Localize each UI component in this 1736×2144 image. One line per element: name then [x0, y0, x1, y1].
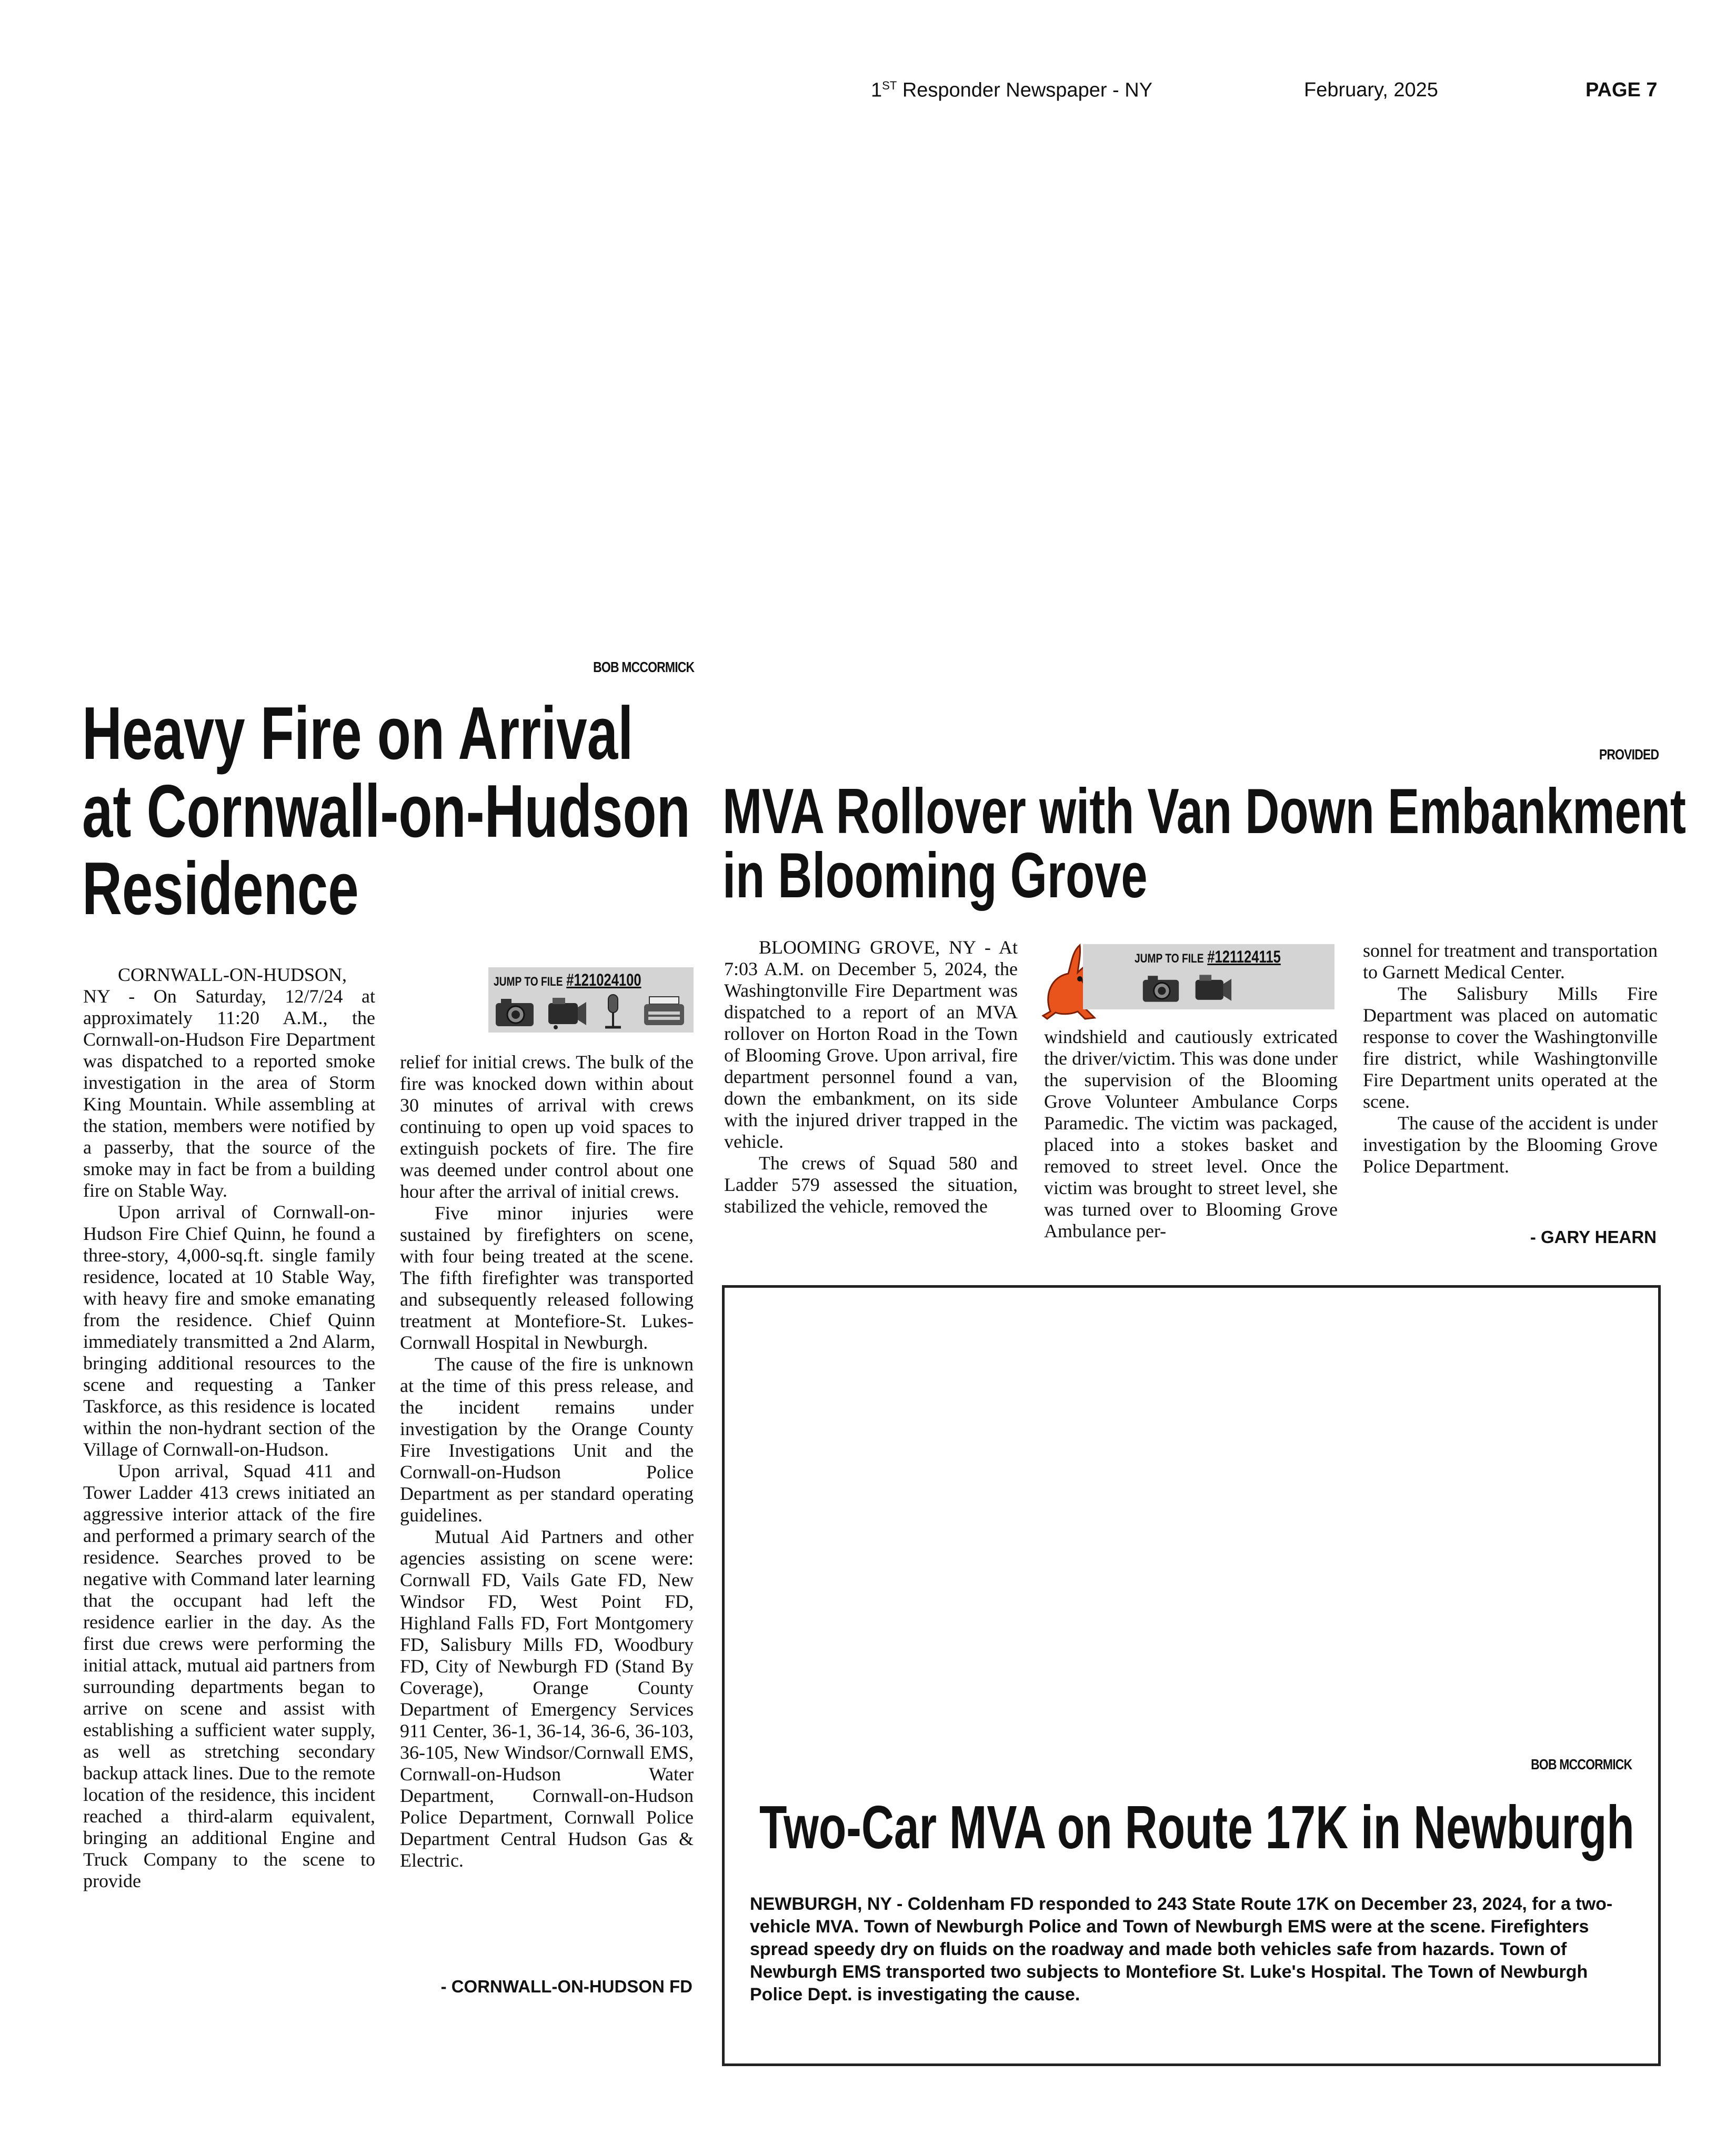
- photo-credit: PROVIDED: [1599, 746, 1659, 763]
- page-number: PAGE 7: [1586, 79, 1658, 101]
- microphone-icon: [600, 994, 626, 1030]
- article-signature: - CORNWALL-ON-HUDSON FD: [440, 1977, 693, 1996]
- article-column: BLOOMING GROVE, NY - At 7:03 A.M. on December 5, 2024, the Washingtonville Fire Department was dispatched to a report of an MVA rollover on Horton Road in the Town of Blooming Grove. Upon arrival, fire department personnel found a van, down the embankment, on its side with the injured driver trapped in the vehicle. The crews of Squad 580 and Ladder 579 assessed the situation, stabilized the vehicle, removed the: [724, 937, 1018, 1217]
- story-headline: Two-Car MVA on Route 17K in Newburgh: [759, 1793, 1634, 1861]
- video-camera-icon: [545, 995, 587, 1029]
- camera-icon: [494, 996, 536, 1028]
- photo-credit: BOB MCCORMICK: [593, 659, 694, 675]
- newspaper-name: 1ST Responder Newspaper - NY: [871, 79, 1153, 102]
- video-camera-icon: [1192, 971, 1232, 1005]
- article-column: sonnel for treatment and transportation to Garnett Medical Center. The Salisbury Mills Fire Department was placed on automatic response to cover the Washingtonville fire district, while Washingtonville Fire Department units operated at the scene. The cause of the accident is under investigation by the Blooming Grove Police Department.: [1363, 940, 1658, 1177]
- story-headline: Heavy Fire on Arrival at Cornwall-on-Hudson Residence: [82, 692, 690, 931]
- article-column: relief for initial crews. The bulk of the fire was knocked down within about 30 minutes of arrival with crews continuing to open up void spaces to extinguish pockets of fire. The fire was deemed under control about one hour after the arrival of initial crews. Five minor injuries were sustained by firefighters on scene, with four being treated at the scene. The fifth firefighter was transported and subsequently released following treatment at Montefiore-St. Lukes-Cornwall Hospital in Newburgh. The cause of the fire is unknown at the time of this press release, and the incident remains under investigation by the Orange County Fire Investigations Unit and the Cornwall-on-Hudson Police Department as per standard operating guidelines. Mutual Aid Partners and other agencies assisting on scene were: Cornwall FD, Vails Gate FD, New Windsor FD, West Point FD, Highland Falls FD, Fort Montgomery FD, Salisbury Mills FD, Woodbury FD, City of Newburgh FD (Stand By Coverage), Orange County Department of Emergency Services 911 Center, 36-1, 36-14, 36-6, 36-103, 36-105, New Windsor/Cornwall EMS, Cornwall-on-Hudson Water Department, Cornwall-on-Hudson Police Department, Cornwall Police Department Central Hudson Gas & Electric.: [400, 1051, 694, 1871]
- jump-to-file-badge[interactable]: JUMP TO FILE #121124115: [1083, 944, 1334, 1009]
- jump-to-file-badge[interactable]: JUMP TO FILE #121024100: [488, 967, 694, 1033]
- issue-date: February, 2025: [1304, 79, 1438, 101]
- boxed-story: [722, 1285, 1661, 2066]
- camera-icon: [1141, 973, 1181, 1004]
- typewriter-icon: [642, 996, 686, 1029]
- story-headline: MVA Rollover with Van Down Embankment in Blooming Grove: [723, 775, 1686, 911]
- article-column: CORNWALL-ON-HUDSON, NY - On Saturday, 12/7/24 at approximately 11:20 A.M., the Cornwall-on-Hudson Fire Department was dispatched to a reported smoke investigation in the area of Storm King Mountain. While assembling at the station, members were notified by a passerby, that the source of the smoke may in fact be from a building fire on Stable Way. Upon arrival of Cornwall-on-Hudson Fire Chief Quinn, he found a three-story, 4,000-sq.ft. single family residence, located at 10 Stable Way, with heavy fire and smoke emanating from the residence. Chief Quinn immediately transmitted a 2nd Alarm, bringing additional resources to the scene and requesting a Tanker Taskforce, as this residence is located within the non-hydrant section of the Village of Cornwall-on-Hudson. Upon arrival, Squad 411 and Tower Ladder 413 crews initiated an aggressive interior attack of the fire and performed a primary search of the residence. Searches proved to be negative with Command later learning that the occupant had left the residence earlier in the day. As the first due crews were performing the initial attack, mutual aid partners from surrounding departments began to arrive on scene and assist with establishing a sufficient water supply, as well as stretching secondary backup attack lines. Due to the remote location of the residence, this incident reached a third-alarm equivalent, bringing an additional Engine and Truck Company to the scene to provide: [83, 964, 375, 1891]
- article-signature: - GARY HEARN: [1530, 1227, 1657, 1247]
- article-column: windshield and cautiously extricated the driver/victim. This was done under the supervision of the Blooming Grove Volunteer Ambulance Corps Paramedic. The victim was packaged, placed into a stokes basket and removed to street level. Once the victim was brought to street level, she was turned over to Blooming Grove Ambulance per-: [1044, 1026, 1338, 1241]
- boxed-story-body: NEWBURGH, NY - Coldenham FD responded to 243 State Route 17K on December 23, 2024, for a two-vehicle MVA. Town of Newburgh Police and Town of Newburgh EMS were at the scene. Firefighters spread speedy dry on fluids on the roadway and made both vehicles safe from hazards. Town of Newburgh EMS transported two subjects to Montefiore St. Luke's Hospital. The Town of Newburgh Police Dept. is investigating the cause.: [750, 1894, 1613, 2005]
- photo-credit: BOB MCCORMICK: [1530, 1756, 1632, 1772]
